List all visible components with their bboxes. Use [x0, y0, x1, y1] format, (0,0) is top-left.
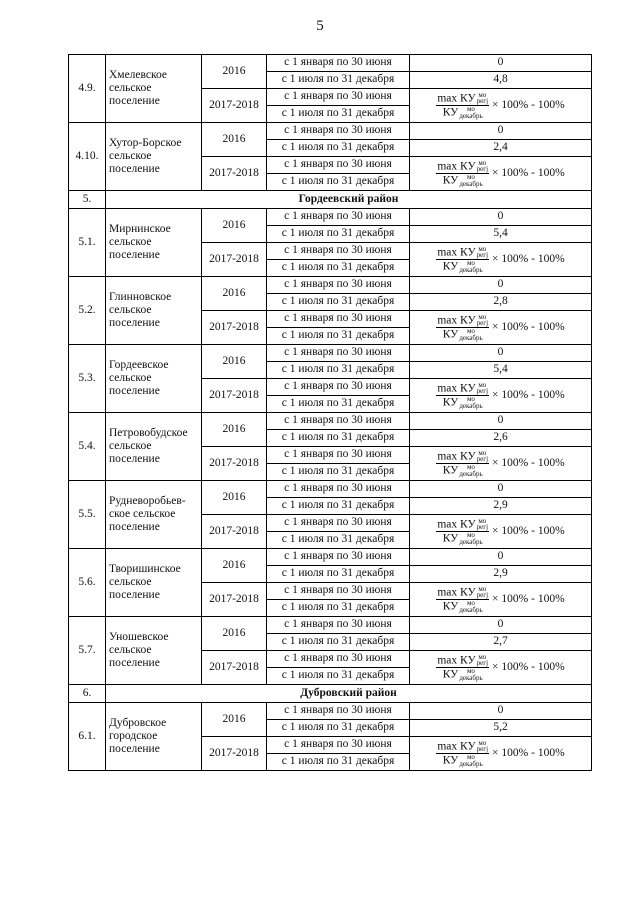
settlement-number: 5.5. [69, 481, 106, 549]
formula-indices [477, 314, 488, 327]
formula-max: max [437, 246, 458, 258]
formula-rest: × 100% - 100% [492, 660, 565, 673]
formula-max: max [437, 740, 458, 752]
formula-cell [410, 157, 592, 191]
table-row [69, 123, 592, 140]
settlement-number: 5.1. [69, 209, 106, 277]
formula-denominator [442, 106, 484, 119]
settlement-number: 5.6. [69, 549, 106, 617]
formula-indices [459, 106, 482, 119]
period-cell: с 1 января по 30 июня [267, 413, 410, 430]
period-cell: с 1 января по 30 июня [267, 157, 410, 174]
formula-mo: мо [467, 105, 475, 113]
formula-max: max [437, 160, 458, 172]
settlement-number: 5.7. [69, 617, 106, 685]
formula-mo: мо [467, 395, 475, 403]
formula-indices [459, 600, 482, 613]
settlement-name: Дубровское городское поселение [106, 703, 202, 771]
formula-denominator [442, 174, 484, 187]
period-cell: с 1 января по 30 июня [267, 345, 410, 362]
formula-dekabr: декабрь [459, 111, 483, 120]
formula-dekabr: декабрь [459, 469, 483, 478]
section-title: Гордеевский район [106, 191, 592, 209]
table-row [69, 277, 592, 294]
formula-ku: КУ [460, 450, 476, 462]
value-cell: 0 [410, 345, 592, 362]
formula-indices [477, 450, 488, 463]
period-cell: с 1 января по 30 июня [267, 209, 410, 226]
formula-cell [410, 737, 592, 771]
period-cell: с 1 января по 30 июня [267, 549, 410, 566]
value-cell: 2,9 [410, 498, 592, 515]
table-row [69, 345, 592, 362]
settlement-name: Уношевское сельское поселение [106, 617, 202, 685]
value-cell: 2,7 [410, 634, 592, 651]
formula-rest: × 100% - 100% [492, 252, 565, 265]
period-cell: с 1 июля по 31 декабря [267, 174, 410, 191]
period-cell: с 1 января по 30 июня [267, 311, 410, 328]
formula-mo: мо [478, 380, 487, 389]
formula-indices [459, 754, 482, 767]
settlement-number: 5.3. [69, 345, 106, 413]
year-cell: 2017-2018 [202, 515, 267, 549]
period-cell: с 1 января по 30 июня [267, 651, 410, 668]
formula-dekabr: декабрь [459, 759, 483, 768]
formula-max: max [437, 92, 458, 104]
formula [436, 246, 564, 274]
formula-max: max [437, 314, 458, 326]
formula-rest: × 100% - 100% [492, 320, 565, 333]
year-cell: 2016 [202, 209, 267, 243]
formula-mo: мо [478, 448, 487, 457]
formula-cell [410, 651, 592, 685]
formula-cell [410, 243, 592, 277]
formula-mo: мо [467, 531, 475, 539]
formula-ku: КУ [442, 106, 459, 119]
formula-rest: × 100% - 100% [492, 524, 565, 537]
formula-max: max [437, 586, 458, 598]
formula-indices [477, 92, 488, 105]
value-cell: 0 [410, 481, 592, 498]
formula-mo: мо [478, 652, 487, 661]
formula-max: max [437, 654, 458, 666]
year-cell: 2016 [202, 481, 267, 515]
formula [436, 518, 564, 546]
formula-cell [410, 515, 592, 549]
period-cell: с 1 января по 30 июня [267, 277, 410, 294]
year-cell: 2016 [202, 277, 267, 311]
formula-ku: КУ [460, 246, 476, 258]
value-cell: 0 [410, 703, 592, 720]
period-cell: с 1 июля по 31 декабря [267, 226, 410, 243]
formula-rest: × 100% - 100% [492, 746, 565, 759]
settlement-name: Гордеевское сельское поселение [106, 345, 202, 413]
value-cell: 5,2 [410, 720, 592, 737]
formula-ku: КУ [442, 532, 459, 545]
formula-regj: регj [476, 659, 489, 668]
settlement-name: Рудневоробьев-ское сельское поселение [106, 481, 202, 549]
value-cell: 0 [410, 549, 592, 566]
formula-fraction [436, 518, 489, 546]
formula-rest: × 100% - 100% [492, 388, 565, 401]
formula-indices [459, 328, 482, 341]
table-row [69, 481, 592, 498]
formula-fraction [436, 246, 489, 274]
formula-fraction [436, 740, 489, 768]
settlement-name: Петровобудское сельское поселение [106, 413, 202, 481]
value-cell: 0 [410, 617, 592, 634]
formula-cell [410, 89, 592, 123]
formula-ku: КУ [460, 740, 476, 752]
formula [436, 586, 564, 614]
formula-indices [477, 654, 488, 667]
period-cell: с 1 января по 30 июня [267, 737, 410, 754]
settlement-name: Мирнинское сельское поселение [106, 209, 202, 277]
formula-numerator [436, 160, 489, 174]
formula [436, 654, 564, 682]
value-cell: 0 [410, 209, 592, 226]
table-row [69, 413, 592, 430]
formula-mo: мо [467, 753, 475, 761]
formula-denominator [442, 754, 484, 767]
formula-numerator [436, 382, 489, 396]
period-cell: с 1 января по 30 июня [267, 515, 410, 532]
formula-fraction [436, 92, 489, 120]
period-cell: с 1 июля по 31 декабря [267, 328, 410, 345]
section-title: Дубровский район [106, 685, 592, 703]
period-cell: с 1 июля по 31 декабря [267, 362, 410, 379]
period-cell: с 1 января по 30 июня [267, 89, 410, 106]
value-cell: 0 [410, 55, 592, 72]
formula-fraction [436, 654, 489, 682]
settlement-name: Хмелевское сельское поселение [106, 55, 202, 123]
formula-max: max [437, 382, 458, 394]
year-cell: 2017-2018 [202, 89, 267, 123]
formula-mo: мо [467, 463, 475, 471]
formula-mo: мо [478, 738, 487, 747]
period-cell: с 1 июля по 31 декабря [267, 532, 410, 549]
formula-dekabr: декабрь [459, 265, 483, 274]
formula-cell [410, 379, 592, 413]
formula-mo: мо [478, 584, 487, 593]
formula-numerator [436, 654, 489, 668]
formula-fraction [436, 586, 489, 614]
period-cell: с 1 июля по 31 декабря [267, 498, 410, 515]
formula-mo: мо [478, 312, 487, 321]
value-cell: 0 [410, 277, 592, 294]
period-cell: с 1 января по 30 июня [267, 379, 410, 396]
period-cell: с 1 июля по 31 декабря [267, 294, 410, 311]
year-cell: 2016 [202, 617, 267, 651]
formula [436, 160, 564, 188]
settlement-name: Творишинское сельское поселение [106, 549, 202, 617]
formula [436, 740, 564, 768]
period-cell: с 1 января по 30 июня [267, 243, 410, 260]
period-cell: с 1 июля по 31 декабря [267, 140, 410, 157]
settlement-number: 5.4. [69, 413, 106, 481]
year-cell: 2017-2018 [202, 737, 267, 771]
formula-numerator [436, 246, 489, 260]
formula-mo: мо [467, 173, 475, 181]
year-cell: 2016 [202, 413, 267, 447]
formula-max: max [437, 450, 458, 462]
section-number: 6. [69, 685, 106, 703]
year-cell: 2017-2018 [202, 311, 267, 345]
period-cell: с 1 января по 30 июня [267, 617, 410, 634]
period-cell: с 1 июля по 31 декабря [267, 600, 410, 617]
value-cell: 0 [410, 413, 592, 430]
formula-numerator [436, 92, 489, 106]
value-cell: 2,6 [410, 430, 592, 447]
formula-ku: КУ [442, 668, 459, 681]
value-cell: 2,8 [410, 294, 592, 311]
formula-indices [459, 174, 482, 187]
settlement-number: 4.10. [69, 123, 106, 191]
formula-ku: КУ [460, 654, 476, 666]
formula-denominator [442, 260, 484, 273]
formula-regj: регj [476, 165, 489, 174]
year-cell: 2017-2018 [202, 651, 267, 685]
value-cell: 0 [410, 123, 592, 140]
period-cell: с 1 июля по 31 декабря [267, 396, 410, 413]
table-row [69, 703, 592, 720]
formula-ku: КУ [460, 518, 476, 530]
formula-dekabr: декабрь [459, 179, 483, 188]
formula-denominator [442, 464, 484, 477]
formula-indices [477, 160, 488, 173]
formula-cell [410, 311, 592, 345]
year-cell: 2016 [202, 55, 267, 89]
formula-regj: регj [476, 455, 489, 464]
formula [436, 450, 564, 478]
formula [436, 314, 564, 342]
table-row [69, 617, 592, 634]
period-cell: с 1 июля по 31 декабря [267, 260, 410, 277]
settlement-name: Глинновское сельское поселение [106, 277, 202, 345]
formula-max: max [437, 518, 458, 530]
formula-indices [477, 518, 488, 531]
formula-fraction [436, 314, 489, 342]
year-cell: 2016 [202, 703, 267, 737]
section-row [69, 191, 592, 209]
period-cell: с 1 июля по 31 декабря [267, 464, 410, 481]
formula-ku: КУ [442, 260, 459, 273]
table-row [69, 549, 592, 566]
value-cell: 5,4 [410, 226, 592, 243]
table-row [69, 55, 592, 72]
period-cell: с 1 июля по 31 декабря [267, 72, 410, 89]
formula-indices [477, 740, 488, 753]
period-cell: с 1 января по 30 июня [267, 447, 410, 464]
formula-ku: КУ [460, 586, 476, 598]
formula-rest: × 100% - 100% [492, 166, 565, 179]
period-cell: с 1 января по 30 июня [267, 123, 410, 140]
tariff-table [68, 54, 592, 771]
formula-fraction [436, 160, 489, 188]
formula-mo: мо [478, 516, 487, 525]
formula-indices [477, 586, 488, 599]
formula-mo: мо [467, 259, 475, 267]
section-number: 5. [69, 191, 106, 209]
formula-ku: КУ [442, 464, 459, 477]
formula-denominator [442, 532, 484, 545]
formula-mo: мо [478, 158, 487, 167]
formula-ku: КУ [442, 600, 459, 613]
formula-mo: мо [467, 667, 475, 675]
section-row [69, 685, 592, 703]
settlement-number: 6.1. [69, 703, 106, 771]
formula-regj: регj [476, 319, 489, 328]
year-cell: 2017-2018 [202, 157, 267, 191]
period-cell: с 1 января по 30 июня [267, 703, 410, 720]
year-cell: 2017-2018 [202, 447, 267, 481]
value-cell: 4,8 [410, 72, 592, 89]
formula-regj: регj [476, 387, 489, 396]
formula-ku: КУ [442, 396, 459, 409]
formula-indices [459, 260, 482, 273]
settlement-number: 5.2. [69, 277, 106, 345]
formula-ku: КУ [460, 382, 476, 394]
formula-fraction [436, 382, 489, 410]
year-cell: 2016 [202, 123, 267, 157]
period-cell: с 1 января по 30 июня [267, 55, 410, 72]
formula-denominator [442, 600, 484, 613]
formula-numerator [436, 314, 489, 328]
value-cell: 2,4 [410, 140, 592, 157]
formula-dekabr: декабрь [459, 333, 483, 342]
year-cell: 2016 [202, 345, 267, 379]
page-number: 5 [316, 18, 324, 34]
period-cell: с 1 июля по 31 декабря [267, 668, 410, 685]
formula-ku: КУ [460, 92, 476, 104]
year-cell: 2017-2018 [202, 583, 267, 617]
formula-ku: КУ [442, 328, 459, 341]
formula-indices [459, 668, 482, 681]
formula-indices [459, 464, 482, 477]
year-cell: 2016 [202, 549, 267, 583]
formula-mo: мо [478, 90, 487, 99]
period-cell: с 1 июля по 31 декабря [267, 754, 410, 771]
formula-mo: мо [478, 244, 487, 253]
period-cell: с 1 июля по 31 декабря [267, 566, 410, 583]
formula [436, 92, 564, 120]
formula-rest: × 100% - 100% [492, 456, 565, 469]
period-cell: с 1 июля по 31 декабря [267, 720, 410, 737]
formula-indices [459, 532, 482, 545]
formula-regj: регj [476, 591, 489, 600]
value-cell: 2,9 [410, 566, 592, 583]
formula-cell [410, 583, 592, 617]
formula-dekabr: декабрь [459, 537, 483, 546]
formula-regj: регj [476, 97, 489, 106]
settlement-name: Хутор-Борское сельское поселение [106, 123, 202, 191]
period-cell: с 1 января по 30 июня [267, 583, 410, 600]
settlement-number: 4.9. [69, 55, 106, 123]
formula-numerator [436, 740, 489, 754]
value-cell: 5,4 [410, 362, 592, 379]
formula-mo: мо [467, 327, 475, 335]
period-cell: с 1 июля по 31 декабря [267, 106, 410, 123]
formula-dekabr: декабрь [459, 673, 483, 682]
period-cell: с 1 июля по 31 декабря [267, 634, 410, 651]
formula-indices [477, 246, 488, 259]
formula-rest: × 100% - 100% [492, 98, 565, 111]
formula-ku: КУ [442, 174, 459, 187]
formula-denominator [442, 668, 484, 681]
period-cell: с 1 января по 30 июня [267, 481, 410, 498]
period-cell: с 1 июля по 31 декабря [267, 430, 410, 447]
formula-ku: КУ [442, 754, 459, 767]
formula-ku: КУ [460, 160, 476, 172]
formula-numerator [436, 450, 489, 464]
formula-denominator [442, 396, 484, 409]
formula-mo: мо [467, 599, 475, 607]
formula-rest: × 100% - 100% [492, 592, 565, 605]
formula-numerator [436, 518, 489, 532]
formula-regj: регj [476, 523, 489, 532]
formula-regj: регj [476, 745, 489, 754]
formula-regj: регj [476, 251, 489, 260]
formula-dekabr: декабрь [459, 401, 483, 410]
formula-dekabr: декабрь [459, 605, 483, 614]
year-cell: 2017-2018 [202, 379, 267, 413]
formula-fraction [436, 450, 489, 478]
formula-numerator [436, 586, 489, 600]
formula [436, 382, 564, 410]
year-cell: 2017-2018 [202, 243, 267, 277]
formula-indices [477, 382, 488, 395]
formula-indices [459, 396, 482, 409]
formula-cell [410, 447, 592, 481]
table-row [69, 209, 592, 226]
formula-denominator [442, 328, 484, 341]
formula-ku: КУ [460, 314, 476, 326]
